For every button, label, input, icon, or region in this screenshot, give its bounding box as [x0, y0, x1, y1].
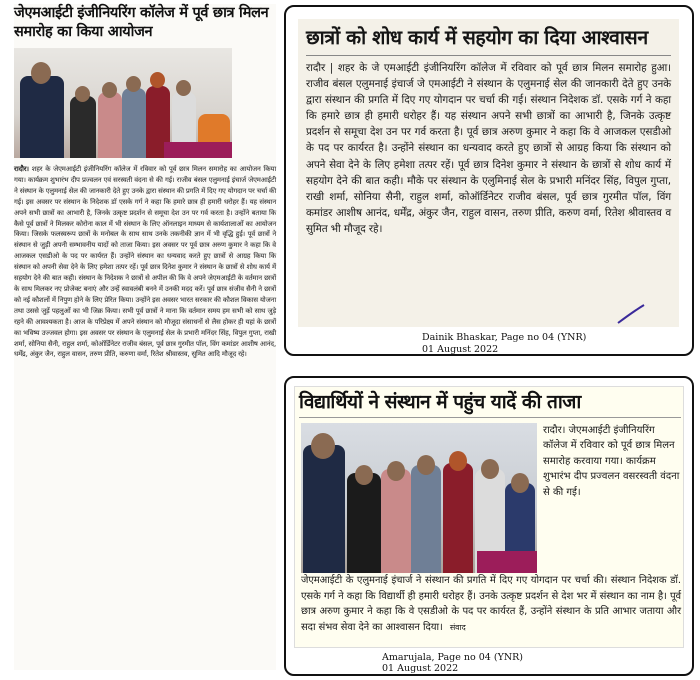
- left-event-photo: [14, 48, 232, 158]
- bottom-event-photo: [301, 423, 537, 573]
- left-headline: जेएमआईटी इंजीनियरिंग कॉलेज में पूर्व छात्र मिलन समारोह का किया आयोजन: [14, 5, 269, 40]
- amarujala-clipping-frame: [284, 376, 694, 676]
- top-source-date: 01 August 2022: [422, 344, 499, 355]
- bottom-article-body: [301, 573, 681, 635]
- dainik-bhaskar-clipping-frame: [284, 5, 694, 356]
- bottom-body-text: जेएमआईटी के एलुमनाई इंचार्ज ने संस्थान की प्रगति में दिए गए योगदान पर चर्चा की। संस्थान निदेशक डॉ. एसके गर्ग ने कहा कि विद्यार्थी ही हमारी धरोहर हैं। उनके उत्कृष्ट प्रदर्शन से देश भर में संस्थान का नाम है। पूर्व छात्र अरुण कुमार ने कहा कि वे एसडीओ के पद पर कार्यरत हैं, उन्होंने संस्थान के प्रति आभार जताया और सदा संभव सेवा देने का आश्वासन दिया।: [301, 575, 681, 633]
- dainik-bhaskar-clipping: [298, 19, 679, 327]
- bottom-side-text: रादौर। जेएमआईटी इंजीनियरिंग कॉलेज में रविवार को पूर्व छात्र मिलन समारोह करवाया गया। कार्यक्रम शुभारंभ दीप प्रज्वलन वसरस्वती वंदना से की गई।: [543, 425, 680, 498]
- top-headline-divider: [306, 55, 671, 56]
- ink-mark-icon: [616, 303, 646, 325]
- bottom-source-date: 01 August 2022: [382, 663, 459, 674]
- bottom-headline: विद्यार्थियों ने संस्थान में पहुंच यादें की ताजा: [299, 389, 681, 418]
- left-news-clipping: [14, 4, 276, 670]
- bottom-source-caption: Amarujala, Page no 04 (YNR): [382, 652, 524, 663]
- left-dateline: रादौर।: [14, 165, 29, 173]
- top-headline: छात्रों को शोध कार्य में सहयोग का दिया आश्वासन: [306, 26, 648, 49]
- amarujala-clipping: [294, 386, 684, 648]
- top-article-body: रादौर | शहर के जे एमआईटी इंजीनियरिंग कॉलेज में रविवार को पूर्व छात्र मिलन समारोह हुआ। राजीव बंसल एलुमनाई इंचार्ज जे एमआईटी ने संस्थान के एलुमनाई सेल की जानकारी देते हुए उनके द्वारा संस्थान की प्रगति में दिए गए योगदान पर चर्चा की गई। संस्थान निदेशक डॉ. एसके गर्ग ने कहा कि हमारे छात्र ही हमारी धरोहर हैं। यह संस्थान अपने सभी छात्रों का आभारी है, जिनके उत्कृष्ट प्रदर्शन से समूचा देश उन पर गर्व करता है। पूर्व छात्र अरुण कुमार ने कहा कि वे आजकल एसडीओ के पद पर कार्यरत है। उन्होंने संस्थान का धन्यवाद करते हुए छात्रों से आग्रह किया कि संस्थान को अपने सेवा देने के लिए हमेशा तत्पर रहें। पूर्व छात्र दिनेश कुमार ने संस्थान के छात्रों से शोध कार्य में सहयोग देने की बात कही। मौके पर संस्थान के एलुमिनाई सेल के प्रभारी मनिंदर सिंह, विपुल गुप्ता, राखी शर्मा, सोनिया सैनी, राहुल शर्मा, कोऑर्डिनेटर राजीव बंसल, पूर्व छात्र गुरमीत पॉल, विंग कमांडर आशीष आनंद, धर्मेंद्र, अंकुर जैन, राहुल वासन, तरुण प्रीति, करुण वर्मा, रितेश श्रीवास्तव व सुमित भी मौजूद रहे।: [306, 62, 671, 235]
- top-source-caption: Dainik Bhaskar, Page no 04 (YNR): [422, 332, 587, 343]
- bottom-byline: संवाद: [449, 622, 466, 632]
- left-article-body: [14, 164, 276, 360]
- left-body-text: शहर के जेएमआईटी इंजीनियरिंग कॉलेज में रविवार को पूर्व छात्र मिलन समारोह का आयोजन किया गया। कार्यक्रम शुभारंभ दीप प्रज्वलन एवं सरस्वती वंदना से की गई। राजीव बंसल एलुमनाई इंचार्ज जेएमआईटी ने संस्थान के एलुमनाई सेल की जानकारी देते हुए उनके द्वारा संस्थान की प्रगति में दिए गए योगदान पर चर्चा की गई। इस अवसर पर संस्थान के निदेशक डॉ एसके गर्ग ने कहा कि हमारे छात्र ही हमारी धरोहर हैं। यह संस्थान अपने सभी छात्रों का आभारी है, जिनके उत्कृष्ट प्रदर्शन से समूचा देश उन पर गर्व करता है। उन्होंने बताया कि कैसे पूर्व छात्रों ने मिलकर कोरोना काल में भी संस्थान के लिए ऑनलाइन माध्यम से कार्यशालाओं का आयोजन किया। जिसके फलस्वरूप छात्रों के मनोबल के साथ साथ उनके तकनीकी ज्ञान में भी वृद्धि हुई। पूर्व छात्रों ने संस्थान से जुड़ी अपनी सम्भावनीय यादों को ताजा किया। इस अवसर पर पूर्व छात्र अरुण कुमार ने कहा कि वे आजकल एसडीओ के पद पर कार्यरत हैं। उन्होंने संस्थान का धन्यवाद करते हुए छात्रों से आग्रह किया कि संस्थान को अपनी सेवा देने के लिए हमेशा तत्पर रहें। पूर्व छात्र दिनेश कुमार ने संस्थान के छात्रों से शोध कार्य में सहयोग देने की बात कही। संस्थान के निदेशक ने छात्रों से अपील की कि वे अपने जेएमआईटी के वर्तमान छात्रों के साथ मिलकर नए प्रोजेक्ट बनाएं और उन्हें स्वावलंबी बनने में उनकी मदद करें। पूर्व छात्र संजीव सैनी ने छात्रों को नई कौशलों में निपुण होने के लिए प्रेरित किया। उन्होंने इस अवसर भारत सरकार की कौशल विकास योजना तथा उससे जुड़ें पहलुओं का भी जिक्र किया। सभी पूर्व छात्रों ने माना कि वर्तमान समय हम सभी को साथ जुड़े रहने की आवश्यकता है। आज के परिप्रेक्ष्य में अपने संस्थान को मौजूदा संसाधनों से लैस होकर ही यहां के छात्रों का भविष्य उज्जवल होगा। इस अवसर पर संस्थान के एलुमनाई सेल के प्रभारी मनिंदर सिंह, विपुल गुप्ता, राखी शर्मा, सोनिया सैनी, राहुल शर्मा, कोऑर्डिनेटर राजीव बंसल, पूर्व छात्र गुरमीत पॉल, विंग कमांडर आशीष आनंद, धर्मेंद्र, अंकुर जैन, राहुल वासन, तरुण प्रीति, करुणा वर्मा, रितेश श्रीवास्तव, सुमित आदि मौजूद रहे।: [14, 165, 276, 359]
